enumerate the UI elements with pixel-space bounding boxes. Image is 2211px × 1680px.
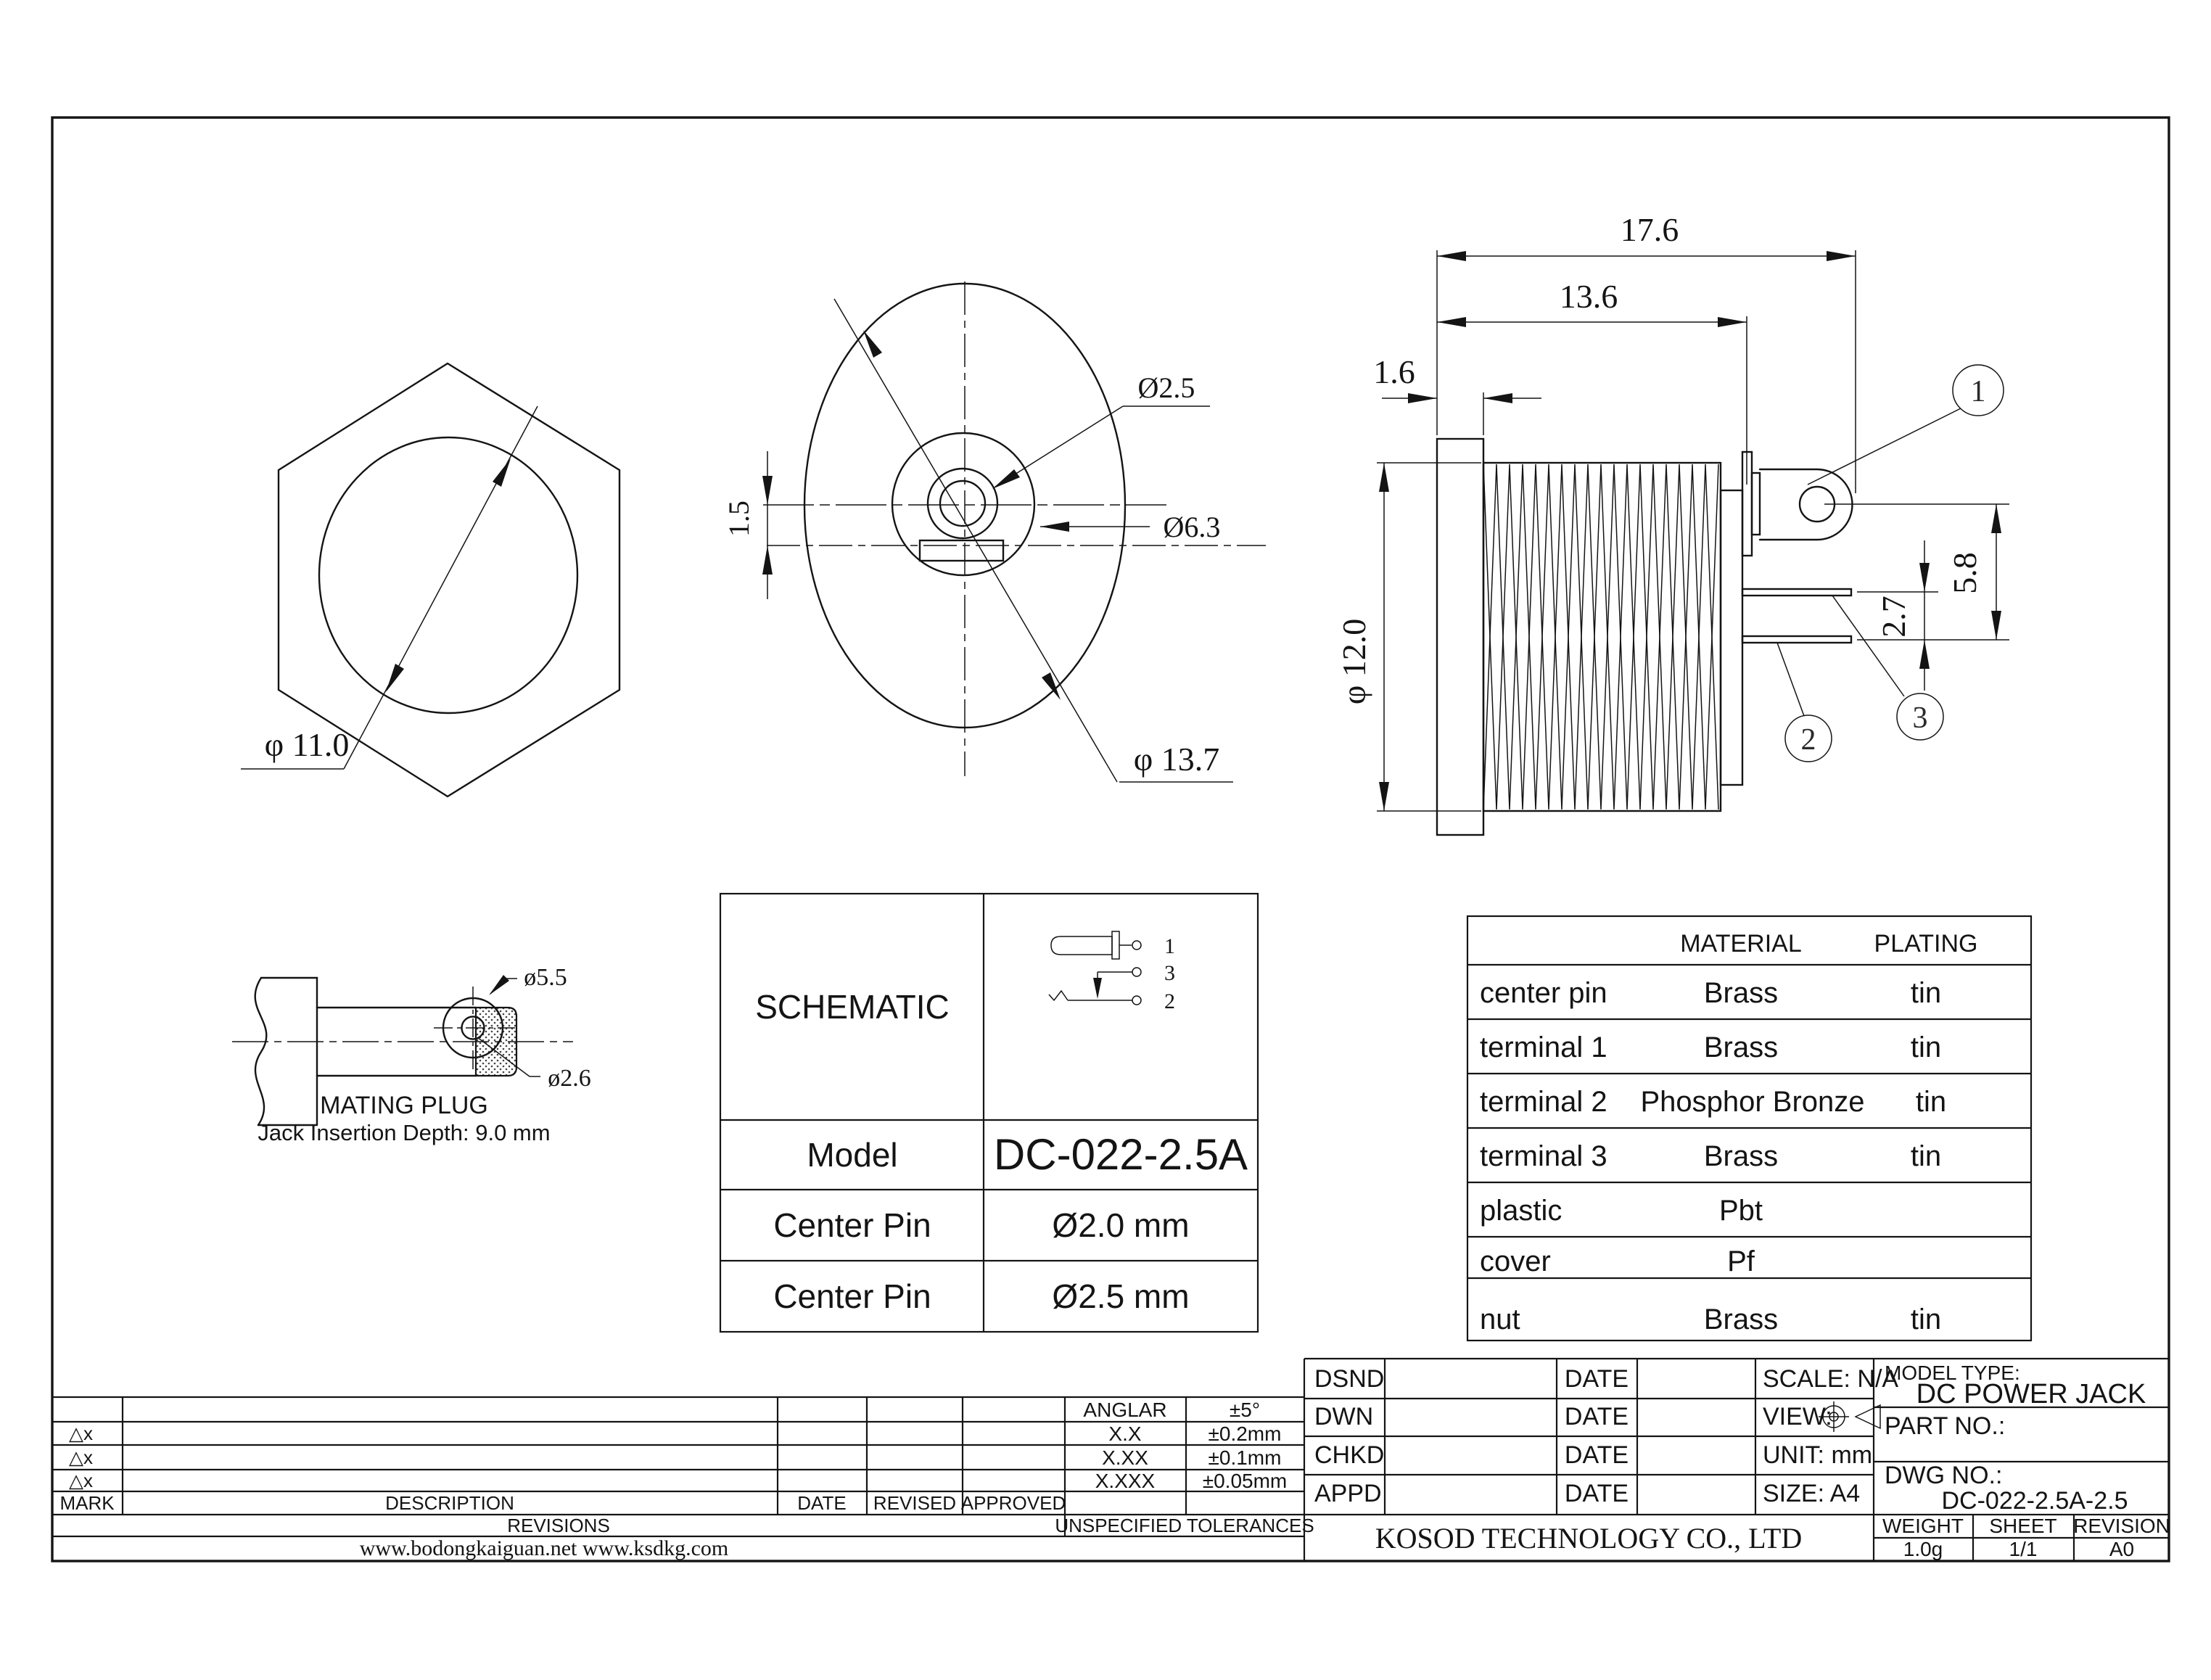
schematic-pin3-label: 3 (1164, 961, 1175, 985)
mating-plug-view (232, 964, 591, 1145)
plug-pin-dia-label: ø2.6 (548, 1065, 591, 1092)
front-key-slot (920, 540, 1003, 561)
weight-value: 1.0g (1903, 1538, 1943, 1560)
view-label: VIEW: (1763, 1403, 1832, 1430)
terminal-3-pin (1742, 589, 1851, 596)
nut-bore-circle (319, 437, 577, 713)
part-plating: tin (1910, 1304, 1942, 1335)
part-material: Brass (1703, 977, 1779, 1009)
approved-header: APPROVED (960, 1492, 1066, 1514)
tol-grade: X.XX (1102, 1446, 1148, 1469)
part-no-label: PART NO.: (1885, 1412, 2006, 1440)
tol-value: ±0.1mm (1208, 1446, 1282, 1469)
front-pin-dia-label: Ø2.5 (1137, 371, 1195, 404)
part-material: Brass (1703, 1032, 1779, 1063)
part-name: terminal 2 (1480, 1086, 1607, 1118)
thread-hatch-b (1483, 464, 1718, 810)
center-pin-value-1: Ø2.0 mm (1052, 1206, 1190, 1244)
tol-grade: ANGLAR (1083, 1399, 1167, 1421)
part-material: Brass (1703, 1304, 1779, 1335)
thread-hatch-a (1483, 464, 1718, 810)
part-name: cover (1480, 1245, 1551, 1277)
dwn-label: DWN (1314, 1403, 1374, 1430)
plug-body-edges (258, 978, 317, 1125)
chkd-label: CHKD (1314, 1441, 1385, 1469)
dwg-no-label: DWG NO.: (1885, 1462, 2003, 1489)
front-pin-sleeve-circle (928, 469, 997, 538)
callout-2-number: 2 (1800, 723, 1816, 757)
schematic-pin2-label: 2 (1164, 989, 1175, 1013)
revision-value: A0 (2109, 1538, 2135, 1560)
material-header: MATERIAL (1680, 930, 1802, 958)
tolerance-table (52, 1359, 1314, 1561)
callout-1-number: 1 (1970, 375, 1986, 408)
spec-table (720, 894, 1258, 1332)
part-material: Pf (1727, 1245, 1755, 1277)
hex-diameter-label: φ 11.0 (264, 726, 350, 763)
center-pin-label-1: Center Pin (773, 1206, 931, 1244)
unspecified-tolerances-label: UNSPECIFIED TOLERANCES (1055, 1515, 1314, 1536)
plug-outer-dia-label: ø5.5 (524, 964, 567, 991)
part-plating: tin (1910, 1032, 1942, 1063)
date-label: DATE (1564, 1480, 1629, 1507)
sheet-header: SHEET (1989, 1515, 2057, 1537)
weight-header: WEIGHT (1882, 1515, 1964, 1537)
front-offset-label: 1.5 (722, 501, 755, 537)
mating-plug-subtitle: Jack Insertion Depth: 9.0 mm (258, 1120, 551, 1145)
side-pin-gap-label: 2.7 (1875, 596, 1912, 638)
date-label: DATE (1564, 1441, 1629, 1469)
front-view (722, 281, 1266, 782)
side-pin-span-label: 5.8 (1946, 552, 1983, 594)
unit-label: UNIT: mm (1763, 1441, 1873, 1469)
bushing-step-2 (1752, 473, 1760, 535)
date-label: DATE (1564, 1365, 1629, 1393)
front-bore-dia-label: Ø6.3 (1163, 511, 1221, 543)
part-name: center pin (1480, 977, 1607, 1009)
material-table (1467, 916, 2031, 1341)
plug-break-line (255, 978, 267, 1125)
hex-nut-view (241, 363, 619, 796)
body-face (1721, 490, 1742, 785)
schematic-pin1-label: 1 (1164, 934, 1175, 958)
side-total-length-label: 17.6 (1620, 211, 1679, 248)
side-view (1335, 211, 2009, 835)
schematic-label: SCHEMATIC (755, 988, 950, 1026)
side-flange-thick-label: 1.6 (1373, 353, 1415, 390)
front-outer-dia-label: φ 13.7 (1133, 741, 1220, 778)
part-material: Brass (1703, 1140, 1779, 1172)
part-name: terminal 3 (1480, 1140, 1607, 1172)
sheet-border (52, 118, 2169, 1561)
model-value: DC-022-2.5A (993, 1130, 1248, 1179)
tol-grade: X.X (1108, 1422, 1142, 1445)
part-plating: tin (1910, 977, 1942, 1009)
model-label: Model (807, 1136, 898, 1174)
part-plating: tin (1910, 1140, 1942, 1172)
revision-header: REVISION (2073, 1515, 2170, 1537)
website-links: www.bodongkaiguan.net www.ksdkg.com (359, 1536, 729, 1560)
tol-value: ±0.2mm (1208, 1422, 1282, 1445)
tol-value: ±5° (1229, 1399, 1261, 1421)
terminal-2-pin (1742, 636, 1851, 643)
revised-header: REVISED (873, 1492, 957, 1514)
part-material: Phosphor Bronze (1640, 1086, 1865, 1118)
rev-mark: △x (69, 1470, 93, 1491)
side-thread-length-label: 13.6 (1559, 278, 1618, 315)
rev-mark: △x (69, 1446, 93, 1468)
center-pin-label-2: Center Pin (773, 1277, 931, 1315)
dsnd-label: DSND (1314, 1365, 1385, 1393)
appd-label: APPD (1314, 1480, 1382, 1507)
flange (1437, 439, 1483, 835)
plating-header: PLATING (1874, 930, 1978, 958)
scale-label: SCALE: N/A (1763, 1365, 1899, 1393)
size-label: SIZE: A4 (1763, 1480, 1861, 1507)
tol-value: ±0.05mm (1202, 1470, 1288, 1492)
dwg-no-value: DC-022-2.5A-2.5 (1941, 1487, 2128, 1515)
date-header: DATE (797, 1492, 847, 1514)
model-type-value: DC POWER JACK (1916, 1379, 2146, 1409)
tol-grade: X.XXX (1095, 1470, 1156, 1492)
part-plating: tin (1915, 1086, 1947, 1118)
part-material: Pbt (1718, 1195, 1763, 1227)
model-type-label: MODEL TYPE: (1885, 1362, 2020, 1384)
callout-3-number: 3 (1912, 701, 1928, 735)
description-header: DESCRIPTION (385, 1492, 514, 1514)
title-block (1304, 1359, 2170, 1561)
side-diameter-label: φ 12.0 (1335, 618, 1372, 705)
center-pin-value-2: Ø2.5 mm (1052, 1277, 1190, 1315)
front-bore-circle (892, 433, 1034, 575)
schematic-symbol (1049, 931, 1175, 1013)
rev-mark: △x (69, 1422, 93, 1444)
part-name: plastic (1480, 1195, 1562, 1227)
threaded-barrel (1483, 463, 1721, 811)
date-label: DATE (1564, 1403, 1629, 1430)
revisions-label: REVISIONS (507, 1515, 610, 1536)
company-name: KOSOD TECHNOLOGY CO., LTD (1375, 1522, 1803, 1555)
mark-header: MARK (59, 1492, 115, 1514)
mating-plug-title: MATING PLUG (320, 1092, 488, 1119)
sheet-value: 1/1 (2009, 1538, 2038, 1560)
part-name: nut (1480, 1304, 1520, 1335)
part-name: terminal 1 (1480, 1032, 1607, 1063)
